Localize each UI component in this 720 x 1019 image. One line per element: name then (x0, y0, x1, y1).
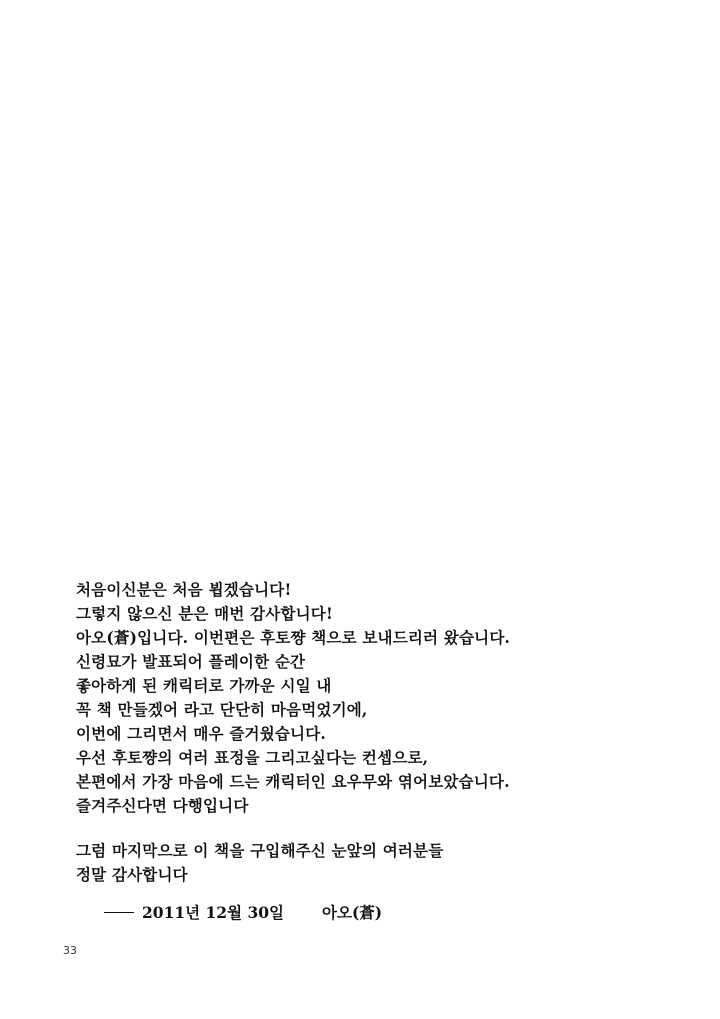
page-number: 33 (63, 944, 77, 957)
em-dash-line (104, 912, 134, 913)
paragraph-gap (76, 818, 676, 839)
text-line: 정말 감사합니다 (76, 865, 188, 884)
text-line: 신령묘가 발표되어 플레이한 순간 (76, 652, 306, 671)
text-line: 즐겨주신다면 다행입니다 (76, 796, 249, 815)
signature-author: 아오(蒼) (322, 903, 383, 922)
text-line: 아오(蒼)입니다. 이번편은 후토쨩 책으로 보내드리러 왔습니다. (76, 628, 511, 647)
signature-date: 2011년 12월 30일 (142, 903, 284, 922)
text-line: 좋아하게 된 캐릭터로 가까운 시일 내 (76, 676, 332, 695)
text-line: 그렇지 않으신 분은 매번 감사합니다! (76, 604, 333, 623)
text-line: 처음이신분은 처음 뵙겠습니다! (76, 580, 292, 599)
text-line: 우선 후토쨩의 여러 표정을 그리고싶다는 컨셉으로, (76, 748, 429, 767)
afterword-text (76, 578, 676, 887)
text-line: 이번에 그리면서 매우 즐거웠습니다. (76, 724, 326, 743)
signature (104, 901, 382, 925)
text-line: 꼭 책 만들겠어 라고 단단히 마음먹었기에, (76, 700, 368, 719)
text-line: 본편에서 가장 마음에 드는 캐릭터인 요우무와 엮어보았습니다. (76, 772, 510, 791)
text-line: 그럼 마지막으로 이 책을 구입해주신 눈앞의 여러분들 (76, 841, 444, 860)
